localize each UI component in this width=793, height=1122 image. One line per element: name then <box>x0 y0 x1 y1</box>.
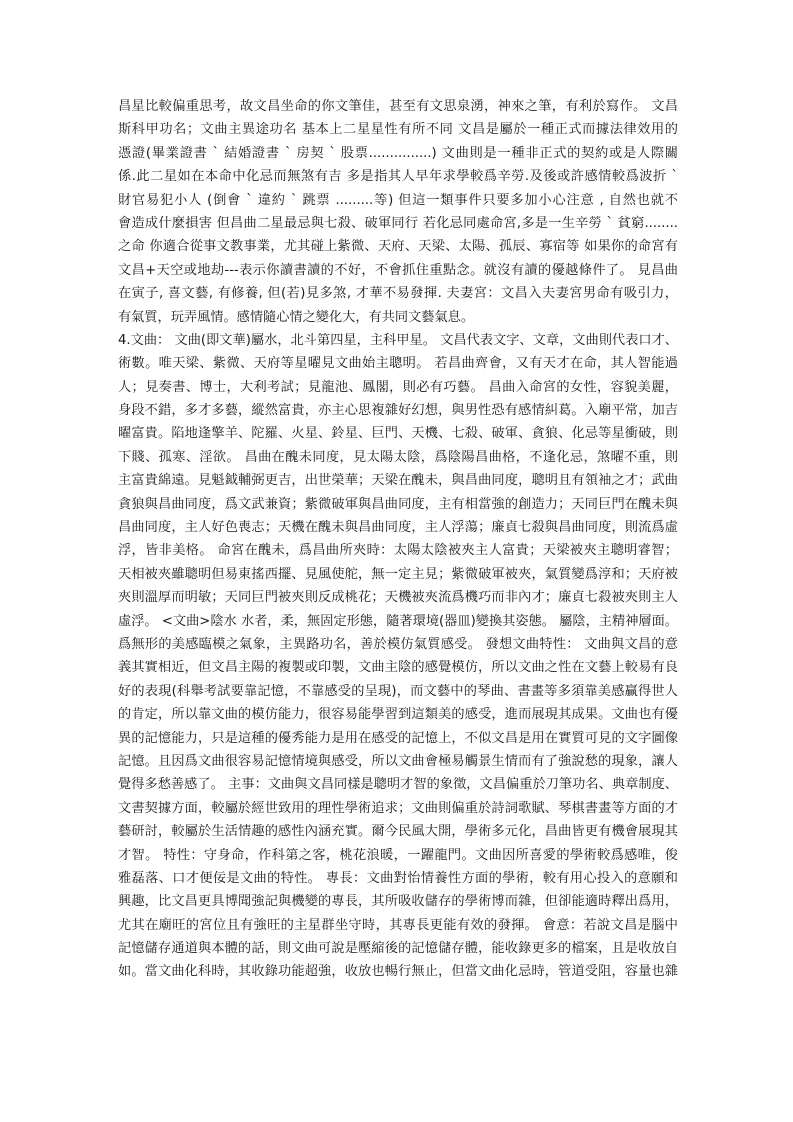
text-line: 浮，皆非美格。 命宮在醜未，爲昌曲所夾時：太陽太陰被夾主人富貴；天梁被夾主聰明睿智； <box>118 543 678 559</box>
text-line: 係.此二星如在本命中化忌而無煞有吉 多是指其人早年求學較爲辛勞.及後或許感情較爲波折 ` <box>118 169 678 185</box>
text-line: 斯科甲功名；文曲主異途功名 基本上二星星性有所不同 文昌是屬於一種正式而據法律效用的 <box>118 122 678 138</box>
text-line: 尤其在廟旺的宮位且有強旺的主星群坐守時，其專長更能有效的發揮。 會意：若說文昌是腦中 <box>118 917 678 933</box>
text-line: 文昌+天空或地劫---表示你讀書讀的不好，不會抓住重點念。就沒有讀的優越條件了。 見昌曲 <box>118 262 678 278</box>
text-line: 才智。 特性：守身命，作科第之客，桃花浪暖，一躍龍門。文曲因所喜愛的學術較爲感唯，俊 <box>118 847 678 863</box>
text-line: 有氣質，玩弄風情。感情隨心情之變化大，有共同文藝氣息。 <box>118 309 475 325</box>
text-line: 財官易犯小人 (倒會 ` 違約 ` 跳票 .........等) 但這一類事件只要多加小心注意 , 自然也就不 <box>118 192 678 208</box>
text-line: 在寅子, 喜文藝, 有修養, 但(若)見多煞, 才華不易發揮. 夫妻宮：文昌入夫妻宮男命有吸引力， <box>118 286 678 302</box>
text-line: 好的表現(科舉考試要靠記憶，不靠感受的呈現)，而文藝中的琴曲、書畫等多須靠美感贏得世人 <box>118 683 678 699</box>
text-line: 記憶。且因爲文曲很容易記憶情境與感受，所以文曲會極易觸景生情而有了強說愁的現象，讓人 <box>118 753 678 769</box>
text-line: 義其實相近，但文昌主陽的複製或印製，文曲主陰的感覺模仿，所以文曲之性在文藝上較易有良 <box>118 660 678 676</box>
text-line: 人；見奏書、博士，大利考試；見龍池、鳳閣，則必有巧藝。 昌曲入命宮的女性，容貌美麗， <box>118 379 678 395</box>
text-line: 主富貴綿遠。見魁鉞輔弼更吉，出世榮華；天梁在醜未，與昌曲同度，聰明且有領袖之才；武曲 <box>118 473 678 489</box>
text-line: 4.文曲： 文曲(即文華)屬水，北斗第四星，主科甲星。 文昌代表文字、文章，文曲則代表口才、 <box>118 332 678 348</box>
text-line: 昌星比較偏重思考，故文昌坐命的你文筆佳，甚至有文思泉湧，神來之筆，有利於寫作。 文昌 <box>118 99 678 114</box>
text-line: 身段不錯，多才多藝，縱然富貴，亦主心思複雜好幻想，與男性恐有感情糾葛。入廟平常，加吉 <box>118 403 678 419</box>
text-line: 會造成什麼損害 但昌曲二星最忌與七殺、破軍同行 若化忌同處命宮,多是一生辛勞 ` 貧窮........ <box>118 215 678 231</box>
text-line: 雅磊落、口才便佞是文曲的特性。 專長：文曲對怡情養性方面的學術，較有用心投入的意願和 <box>118 870 678 886</box>
text-line: 下賤、孤寒、淫欲。 昌曲在醜未同度，見太陽太陰，爲陰陽昌曲格，不逢化忌，煞曜不重，則 <box>118 449 678 465</box>
text-line: 術數。唯天梁、紫微、天府等星曜見文曲始主聰明。 若昌曲齊會，又有天才在命，其人智能過 <box>118 356 678 372</box>
text-line: 夾則溫厚而明敏；天同巨門被夾則反成桃花；天機被夾流爲機巧而非內才；廉貞七殺被夾則主人 <box>118 590 678 606</box>
text-line: 貪狼與昌曲同度，爲文武兼資；紫微破軍與昌曲同度，主有相當強的創造力；天同巨門在醜未與 <box>118 496 678 512</box>
text-line: 憑證(畢業證書 ` 結婚證書 ` 房契 ` 股票...............) 文曲則是一種非正式的契約或是人際關 <box>118 145 678 161</box>
text-line: 記憶儲存通道與本體的話，則文曲可說是壓縮後的記憶儲存體，能收錄更多的檔案，且是收放自 <box>118 941 678 957</box>
document-page <box>118 95 678 984</box>
text-line: 昌曲同度，主人好色喪志；天機在醜未與昌曲同度，主人浮蕩；廉貞七殺與昌曲同度，則流爲虛 <box>118 520 678 536</box>
text-line: 之命 你適合從事文教事業，尤其碰上紫微、天府、天梁、太陽、孤辰、寡宿等 如果你的命宮有 <box>118 239 678 255</box>
text-line: 的肯定，所以靠文曲的模仿能力，很容易能學習到這類美的感受，進而展現其成果。文曲也有優 <box>118 707 678 723</box>
text-line: 爲無形的美感臨模之氣象，主異路功名，善於模仿氣質感受。 發想文曲特性： 文曲與文昌的意 <box>118 636 678 652</box>
text-line: 覺得多愁善感了。 主事：文曲與文昌同樣是聰明才智的象徵，文昌偏重於刀筆功名、典章制度、 <box>118 777 678 793</box>
text-line: 興趣，比文昌更具博聞強記與機變的專長，其所吸收儲存的學術博而雜，但卻能適時釋出爲用， <box>118 894 678 910</box>
text-line: 藝研討，較屬於生活情趣的感性內涵充實。爾今民風大開，學術多元化，昌曲皆更有機會展現其 <box>118 824 678 840</box>
text-line: 異的記憶能力，只是這種的優秀能力是用在感受的記憶上，不似文昌是用在實質可見的文字圖像 <box>118 730 678 746</box>
text-line: 如。當文曲化科時，其收錄功能超強，收放也暢行無止，但當文曲化忌時，管道受阻，容量也雜 <box>118 964 678 980</box>
text-line: 文書契據方面，較屬於經世致用的理性學術追求；文曲則偏重於詩詞歌賦、琴棋書畫等方面的才 <box>118 800 678 816</box>
text-line: 曜富貴。陷地逢擎羊、陀羅、火星、鈴星、巨門、天機、七殺、破軍、貪狼、化忌等星衝破，則 <box>118 426 678 442</box>
text-line: 虛浮。 <文曲>陰水 水者，柔，無固定形態，隨著環境(器皿)變換其姿態。 屬陰，主精神層面。 <box>118 613 678 629</box>
text-line: 天相被夾雖聰明但易東搖西擺、見風使舵，無一定主見；紫微破軍被夾，氣質變爲淳和；天府被 <box>118 566 678 582</box>
